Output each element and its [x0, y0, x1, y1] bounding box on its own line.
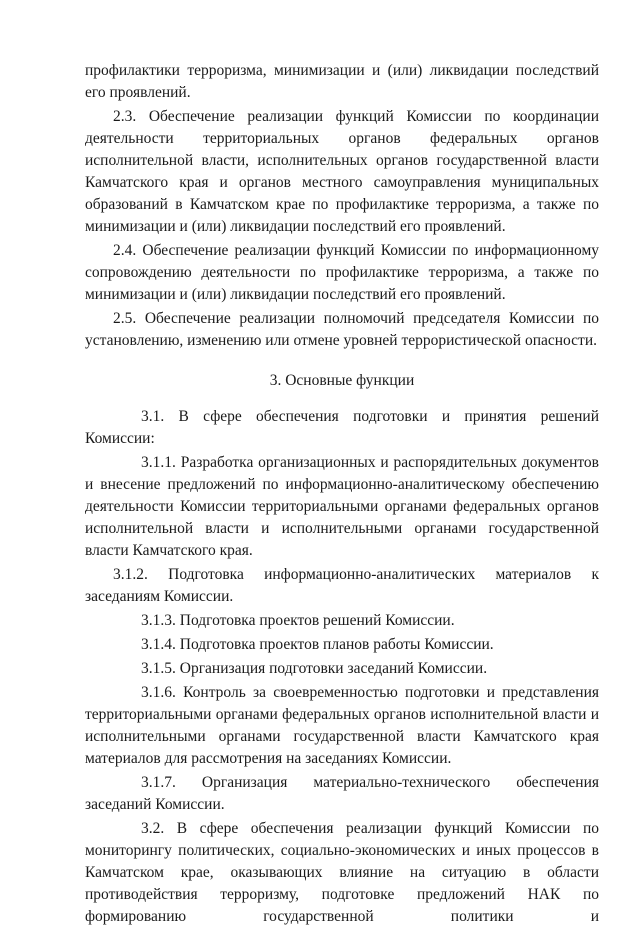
paragraph-2-4: 2.4. Обеспечение реализации функций Комиссии по информационному сопровождению деятельности по профилактике терроризма, а также по минимизации и (или) ликвидации последствий его проявлений. [85, 242, 599, 303]
item-text: Организация подготовки заседаний Комиссии. [179, 660, 488, 677]
item-number: 3.1.3. [141, 612, 176, 629]
item-number: 3.1.2. [113, 566, 148, 583]
paragraph-3-1-2-line [85, 564, 599, 586]
item-number: 3.1.7. [141, 774, 176, 791]
item-number: 3.1.1. [141, 454, 176, 471]
item-text: Контроль за своевременностью подготовки и представления территориальными органами федеральных органов исполнительной власти и исполнительными органами государственной власти Камчатского края материалов для рассмотрения на заседаниях Комиссии. [85, 684, 600, 767]
paragraph-3-1-3 [85, 610, 599, 632]
paragraph-intro: профилактики терроризма, минимизации и (или) ликвидации последствий его проявлений. [85, 62, 599, 101]
paragraph-3-1 [85, 406, 599, 450]
item-text: Подготовка проектов планов работы Комиссии. [179, 636, 494, 653]
paragraph-3-1-2-cont: заседаниям Комиссии. [85, 588, 234, 605]
item-text: В сфере обеспечения подготовки и принятия решений Комиссии: [85, 408, 599, 447]
item-text-word-3: материалов [495, 566, 572, 583]
item-text-word-1: Подготовка [168, 566, 244, 583]
document-body [85, 60, 599, 928]
paragraph-3-1-1 [85, 452, 599, 562]
paragraph-3-1-5 [85, 658, 599, 680]
item-number: 3.1.6. [141, 684, 176, 701]
section-heading-3: 3. Основные функции [269, 372, 415, 389]
item-text-word-4: к [591, 566, 599, 583]
item-text: Организация материально-технического обеспечения заседаний Комиссии. [85, 774, 600, 813]
item-text: Подготовка проектов решений Комиссии. [179, 612, 455, 629]
item-text: Разработка организационных и распорядительных документов и внесение предложений по информационно-аналитическому обеспечению деятельности Комиссии территориальными органами федеральных органов исполнительной власти и исполнительными органами государственной власти Камчатского края. [85, 454, 599, 559]
paragraph-3-1-6 [85, 682, 599, 770]
paragraph-3-2 [85, 818, 599, 928]
item-text: В сфере обеспечения реализации функций Комиссии по мониторингу политических, социально-экономических и иных процессов в Камчатском крае, оказывающих влияние на ситуацию в области противодействия терроризму, подготовке предложений НАК по формированию государственной политики и [85, 820, 600, 925]
item-number: 3.1.5. [141, 660, 176, 677]
item-number: 3.1. [141, 408, 165, 425]
paragraph-3-1-4 [85, 634, 599, 656]
item-text-word-2: информационно-аналитических [264, 566, 476, 583]
paragraph-2-3: 2.3. Обеспечение реализации функций Комиссии по координации деятельности территориальных органов федеральных органов исполнительной власти, исполнительных органов государственной власти Камчатского края и органов местного самоуправления муниципальных образований в Камчатском крае по профилактике терроризма, а также по минимизации и (или) ликвидации последствий его проявлений. [85, 108, 599, 235]
item-number: 3.2. [141, 820, 165, 837]
item-number: 3.1.4. [141, 636, 176, 653]
paragraph-3-1-7 [85, 772, 599, 816]
paragraph-2-5: 2.5. Обеспечение реализации полномочий председателя Комиссии по установлению, изменению или отмене уровней террористической опасности. [85, 310, 599, 349]
